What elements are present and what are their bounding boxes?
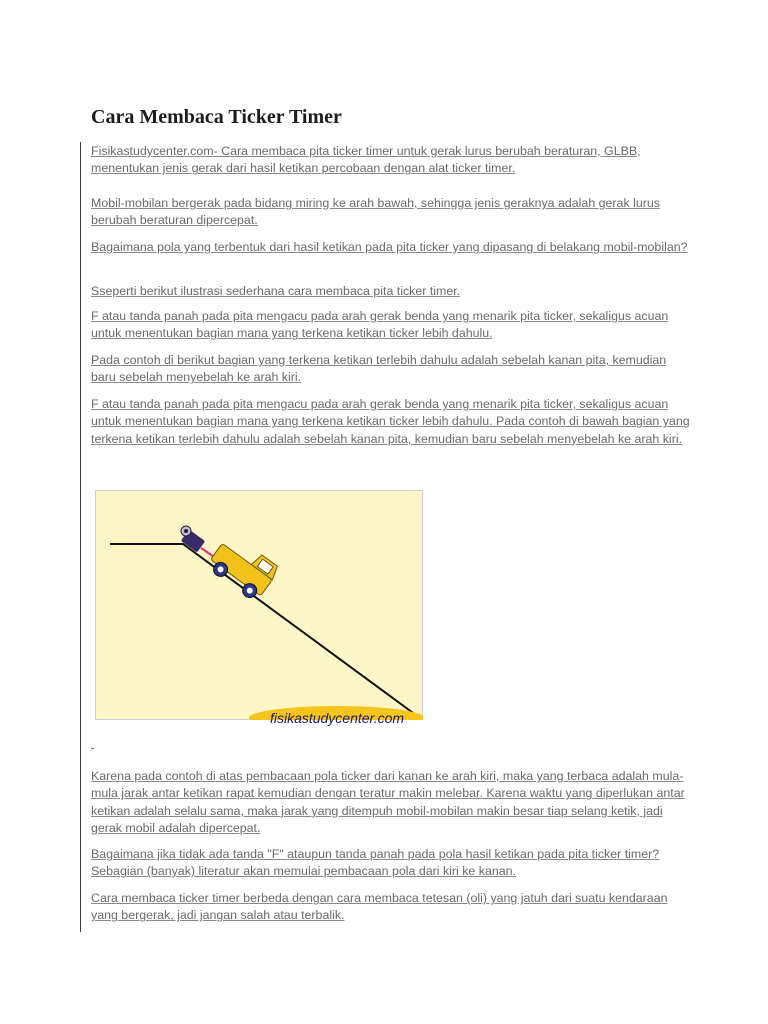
paragraph (91, 239, 691, 256)
paragraph-link[interactable]: Cara membaca ticker timer berbeda dengan cara membaca tetesan (oli) yang jatuh dari suatu kendaraan yang bergerak, jadi jangan salah atau terbalik. (91, 891, 668, 923)
quote-bar (80, 142, 81, 932)
paragraph-link[interactable]: F atau tanda panah pada pita mengacu pada arah gerak benda yang menarik pita ticker, sekaligus acuan untuk menentukan bagian mana yang terkena ketikan ticker lebih dahulu. (91, 309, 669, 341)
inclined-plane-illustration (95, 490, 423, 726)
paragraph-link[interactable]: Bagaimana pola yang terbentuk dari hasil ketikan pada pita ticker yang dipasang di belakang mobil-mobilan? (91, 240, 688, 254)
paragraph (91, 195, 691, 230)
paragraph (91, 143, 691, 178)
paragraph (91, 846, 691, 881)
page-title: Cara Membaca Ticker Timer (91, 106, 342, 128)
paragraph (91, 352, 691, 387)
paragraph (91, 768, 691, 838)
paragraph-link[interactable]: Sseperti berikut ilustrasi sederhana cara membaca pita ticker timer. (91, 284, 461, 298)
paragraph-link[interactable]: Pada contoh di berikut bagian yang terkena ketikan terlebih dahulu adalah sebelah kanan pita, kemudian baru sebelah menyebelah ke arah kiri. (91, 353, 667, 385)
paragraph-link[interactable]: Fisikastudycenter.com- Cara membaca pita ticker timer untuk gerak lurus berubah beraturan, GLBB, menentukan jenis gerak dari hasil ketikan percobaan dengan alat ticker timer. (91, 144, 641, 176)
paragraph (91, 283, 691, 300)
paragraph (91, 308, 691, 343)
paragraph (91, 890, 691, 925)
figure-watermark: fisikastudycenter.com (269, 710, 405, 726)
paragraph-link[interactable]: Bagaimana jika tidak ada tanda "F" ataupun tanda panah pada pola hasil ketikan pada pita ticker timer? Sebagian (banyak) literatur akan memulai pembacaan pola dari kiri ke kanan. (91, 847, 660, 879)
paragraph-link[interactable]: F atau tanda panah pada pita mengacu pada arah gerak benda yang menarik pita ticker, sekaligus acuan untuk menentukan bagian mana yang terkena ketikan ticker lebih dahulu. Pada contoh di bawah bagian yang terkena ketikan terlebih dahulu adalah sebelah kanan pita, kemudian baru sebelah menyebelah ke arah kiri. (91, 397, 690, 446)
separator-dash (91, 748, 94, 749)
paragraph (91, 396, 691, 448)
paragraph-link[interactable]: Mobil-mobilan bergerak pada bidang miring ke arah bawah, sehingga jenis geraknya adalah gerak lurus berubah beraturan dipercepat. (91, 196, 660, 228)
paragraph-link[interactable]: Karena pada contoh di atas pembacaan pola ticker dari kanan ke arah kiri, maka yang terbaca adalah mula-mula jarak antar ketikan rapat kemudian dengan teratur makin melebar. Karena waktu yang diperlukan antar ketikan adalah selalu sama, maka jarak yang ditempuh mobil-mobilan makin besar tiap selang ketik, jadi gerak mobil adalah dipercepat. (91, 769, 685, 836)
